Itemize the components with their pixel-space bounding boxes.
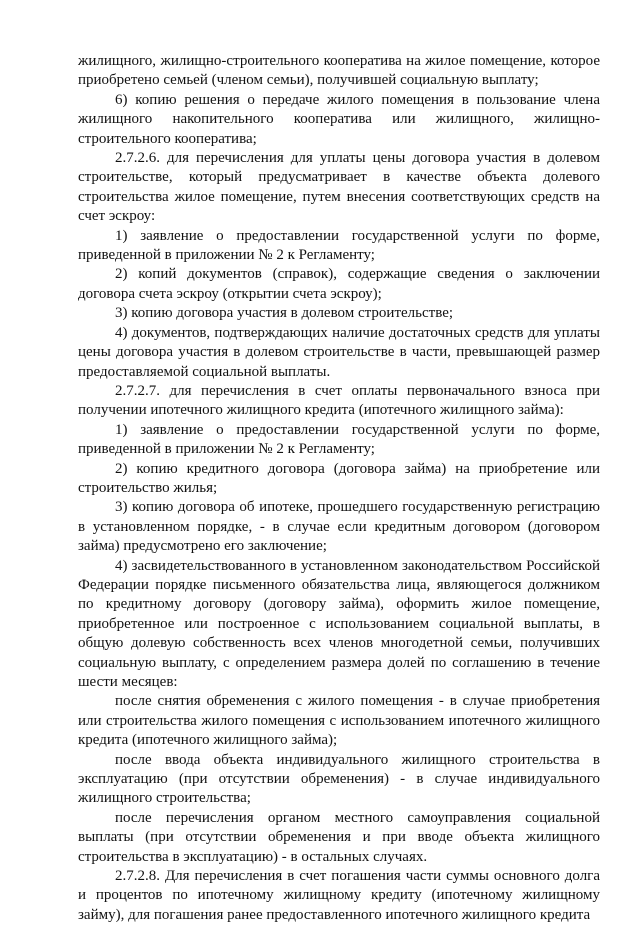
paragraph-item-6: 6) копию решения о передаче жилого помещения в пользование члена жилищного накопительного кооператива или жилищного, жилищно-строительного кооператива;	[78, 91, 600, 147]
paragraph-item-1: 1) заявление о предоставлении государственной услуги по форме, приведенной в приложении № 2 к Регламенту;	[78, 227, 600, 264]
paragraph-2-7-2-7: 2.7.2.7. для перечисления в счет оплаты первоначального взноса при получении ипотечного жилищного кредита (ипотечного жилищного займа):	[78, 382, 600, 419]
paragraph-item-3: 3) копию договора об ипотеке, прошедшего государственную регистрацию в установленном порядке, - в случае если кредитным договором (договором займа) предусмотрено его заключение;	[78, 499, 600, 555]
paragraph-2-7-2-6: 2.7.2.6. для перечисления для уплаты цены договора участия в долевом строительстве, который предусматривает в качестве объекта долевого строительства жилое помещение, путем внесения соответствующих средств на счет эскроу:	[78, 150, 600, 225]
paragraph-continuation: жилищного, жилищно-строительного кооператива на жилое помещение, которое приобретено семьей (членом семьи), получившей социальную выплату;	[78, 53, 600, 89]
paragraph-item-3: 3) копию договора участия в долевом строительстве;	[115, 305, 454, 322]
paragraph-item-4: 4) документов, подтверждающих наличие достаточных средств для уплаты цены договора участия в долевом строительстве в части, превышающей размер предоставляемой социальной выплаты.	[78, 324, 600, 380]
paragraph-item-2: 2) копию кредитного договора (договора займа) на приобретение или строительство жилья;	[78, 460, 600, 496]
paragraph-item-2: 2) копий документов (справок), содержащие сведения о заключении договора счета эскроу (открытии счета эскроу);	[78, 266, 600, 302]
paragraph-2-7-2-8: 2.7.2.8. Для перечисления в счет погашения части суммы основного долга и процентов по ипотечному жилищному кредиту (ипотечному жилищному займу), для погашения ранее предоставленного ипотечного жилищного кредита	[78, 868, 600, 923]
paragraph-case-encumbrance: после снятия обременения с жилого помещения - в случае приобретения или строительства жилого помещения с использованием ипотечного жилищного кредита (ипотечного жилищного займа);	[78, 693, 600, 749]
paragraph-case-transfer: после перечисления органом местного самоуправления социальной выплаты (при отсутствии обременения и при вводе объекта жилищного строительства в эксплуатацию) - в остальных случаях.	[78, 809, 600, 865]
paragraph-item-4: 4) засвидетельствованного в установленном законодательством Российской Федерации порядке письменного обязательства лица, являющегося должником по кредитному договору (договору займа), оформить жилое помещение, приобретенное или построенное с использованием социальной выплаты, в общую долевую собственность всех членов многодетной семьи, получивших социальную выплату, с определением размера долей по соглашению в течение шести месяцев:	[78, 557, 600, 690]
paragraph-item-1: 1) заявление о предоставлении государственной услуги по форме, приведенной в приложении № 2 к Регламенту;	[78, 421, 600, 458]
paragraph-case-commissioning: после ввода объекта индивидуального жилищного строительства в эксплуатацию (при отсутствии обременения) - в случае индивидуального жилищного строительства;	[78, 751, 600, 807]
document-text	[78, 52, 600, 925]
